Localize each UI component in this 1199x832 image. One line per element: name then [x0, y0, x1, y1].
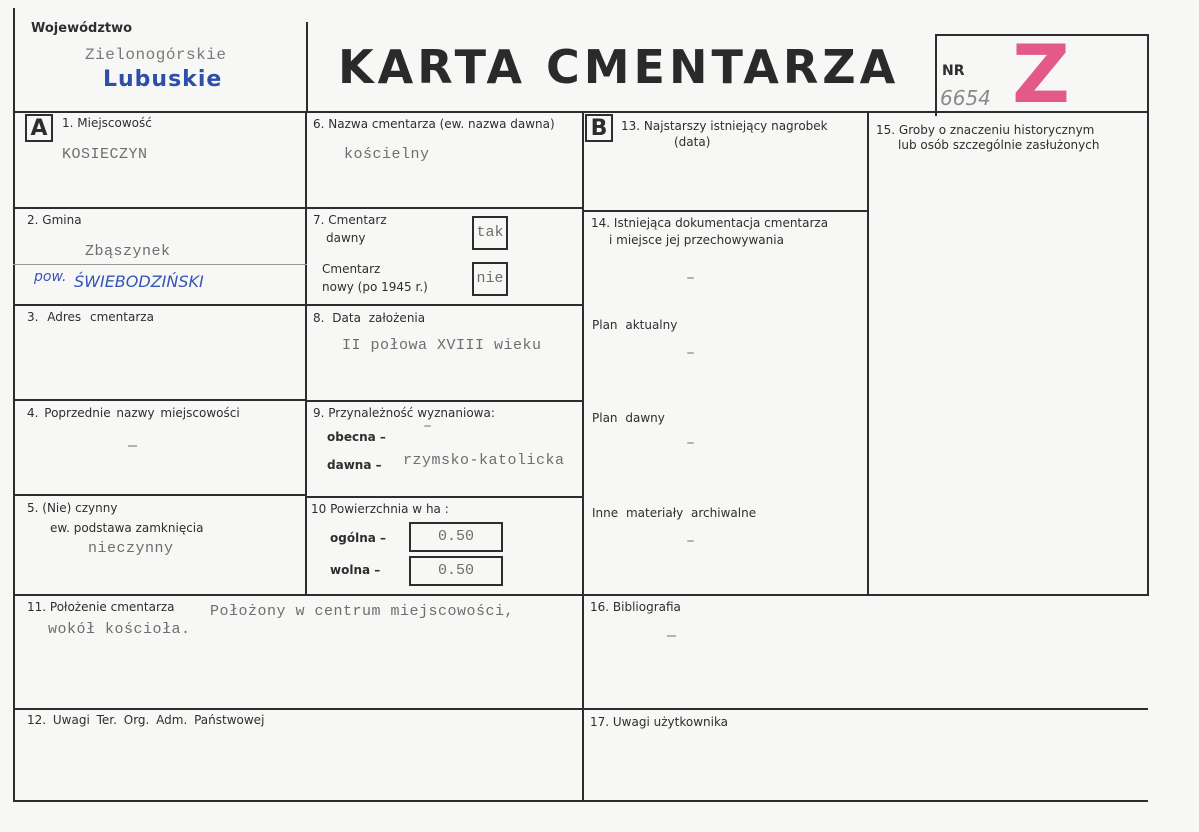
- field-8-value: II połowa XVIII wieku: [342, 337, 542, 354]
- row-line: [13, 494, 307, 496]
- nr-value: 6654: [940, 86, 991, 110]
- other-materials-value: –: [686, 533, 696, 550]
- field-14-label: 14. Istniejąca dokumentacja cmentarza: [591, 216, 829, 230]
- voivodeship-new-stamp: Lubuskie: [103, 67, 223, 92]
- nr-box-left: [935, 34, 937, 116]
- plan-old-label: Plan dawny: [592, 411, 665, 425]
- field-10-total-value: 0.50: [409, 522, 503, 552]
- field-5-sublabel: ew. podstawa zamknięcia: [50, 521, 204, 535]
- field-8-label: 8. Data założenia: [313, 311, 426, 325]
- nr-box-right: [1147, 34, 1149, 596]
- field-5-value: nieczynny: [88, 540, 174, 557]
- field-7-new-label2: nowy (po 1945 r.): [322, 280, 428, 294]
- section-b-marker: B: [585, 114, 613, 142]
- field-10-total-label: ogólna –: [330, 531, 387, 545]
- left-border: [13, 8, 15, 800]
- field-10-free-label: wolna –: [330, 563, 381, 577]
- field-13-sublabel: (data): [674, 135, 711, 149]
- field-12-label: 12. Uwagi Ter. Org. Adm. Państwowej: [27, 713, 265, 727]
- section-a-marker: A: [25, 114, 53, 142]
- field-17-label: 17. Uwagi użytkownika: [590, 715, 729, 729]
- field-6-value: kościelny: [344, 146, 430, 163]
- field-10-free-value: 0.50: [409, 556, 503, 586]
- field-1-label: 1. Miejscowość: [62, 116, 152, 130]
- row-line: [13, 304, 307, 306]
- row-line: [306, 304, 584, 306]
- field-14-sublabel: i miejsce jej przechowywania: [609, 233, 784, 247]
- field-10-label: 10 Powierzchnia w ha :: [311, 502, 449, 516]
- field-7-old-label: dawny: [326, 231, 366, 245]
- row-line: [13, 207, 307, 209]
- plan-current-label: Plan aktualny: [592, 318, 678, 332]
- field-4-label: 4. Poprzednie nazwy miejscowości: [27, 406, 240, 420]
- plan-old-value: –: [686, 435, 696, 452]
- field-13-label: 13. Najstarszy istniejący nagrobek: [621, 119, 828, 133]
- row-line: [306, 207, 584, 209]
- field-16-label: 16. Bibliografia: [590, 600, 681, 614]
- field-9-label: 9. Przynależność wyznaniowa:: [313, 406, 495, 420]
- field-9-former-label: dawna –: [327, 458, 382, 472]
- row-line: [306, 400, 584, 402]
- field-9-current-value: –: [423, 418, 433, 435]
- field-3-label: 3. Adres cmentarza: [27, 310, 154, 324]
- field-7-label: 7. Cmentarz: [313, 213, 387, 227]
- col-b-right: [867, 111, 869, 595]
- voivodeship-label: Województwo: [31, 21, 133, 36]
- field-1-value: KOSIECZYN: [62, 146, 148, 163]
- row-line: [13, 399, 307, 401]
- other-materials-label: Inne materiały archiwalne: [592, 506, 757, 520]
- field-2-divider: [13, 264, 307, 265]
- row-line: [13, 594, 1148, 596]
- nr-letter: Z: [1012, 28, 1071, 121]
- field-2-value: Zbąszynek: [85, 243, 171, 260]
- field-7-new-value: nie: [472, 262, 508, 296]
- field-15-sublabel: lub osób szczególnie zasłużonych: [898, 138, 1100, 152]
- col-mid-right: [582, 111, 584, 801]
- header-bottom-line: [13, 111, 1148, 113]
- nr-label: NR: [942, 63, 965, 79]
- field-7-new-label: Cmentarz: [322, 262, 381, 276]
- field-5-label: 5. (Nie) czynny: [27, 501, 118, 515]
- plan-current-value: –: [686, 345, 696, 362]
- field-9-former-value: rzymsko-katolicka: [403, 452, 565, 469]
- field-9-current-label: obecna –: [327, 430, 386, 444]
- header-divider: [306, 22, 308, 112]
- field-7-old-value: tak: [472, 216, 508, 250]
- field-11-value-line1: Położony w centrum miejscowości,: [210, 603, 515, 620]
- field-2-label: 2. Gmina: [27, 213, 82, 227]
- row-line: [583, 210, 868, 212]
- field-2-pow-value: ŚWIEBODZIŃSKI: [74, 272, 204, 291]
- row-line: [13, 708, 1148, 710]
- voivodeship-old-value: Zielonogórskie: [85, 46, 227, 64]
- field-4-value: —: [128, 438, 138, 455]
- page-title: KARTA CMENTARZA: [338, 40, 900, 94]
- field-2-pow-prefix: pow.: [34, 269, 67, 285]
- field-16-value: —: [667, 628, 677, 645]
- row-line: [306, 496, 584, 498]
- field-6-label: 6. Nazwa cmentarza (ew. nazwa dawna): [313, 117, 555, 131]
- field-11-label: 11. Położenie cmentarza: [27, 600, 175, 614]
- field-11-value-line2: wokół kościoła.: [48, 621, 191, 638]
- bottom-border: [13, 800, 1148, 802]
- field-14-value: –: [686, 270, 696, 287]
- col-a-right: [305, 111, 307, 595]
- field-15-label: 15. Groby o znaczeniu historycznym: [876, 123, 1095, 137]
